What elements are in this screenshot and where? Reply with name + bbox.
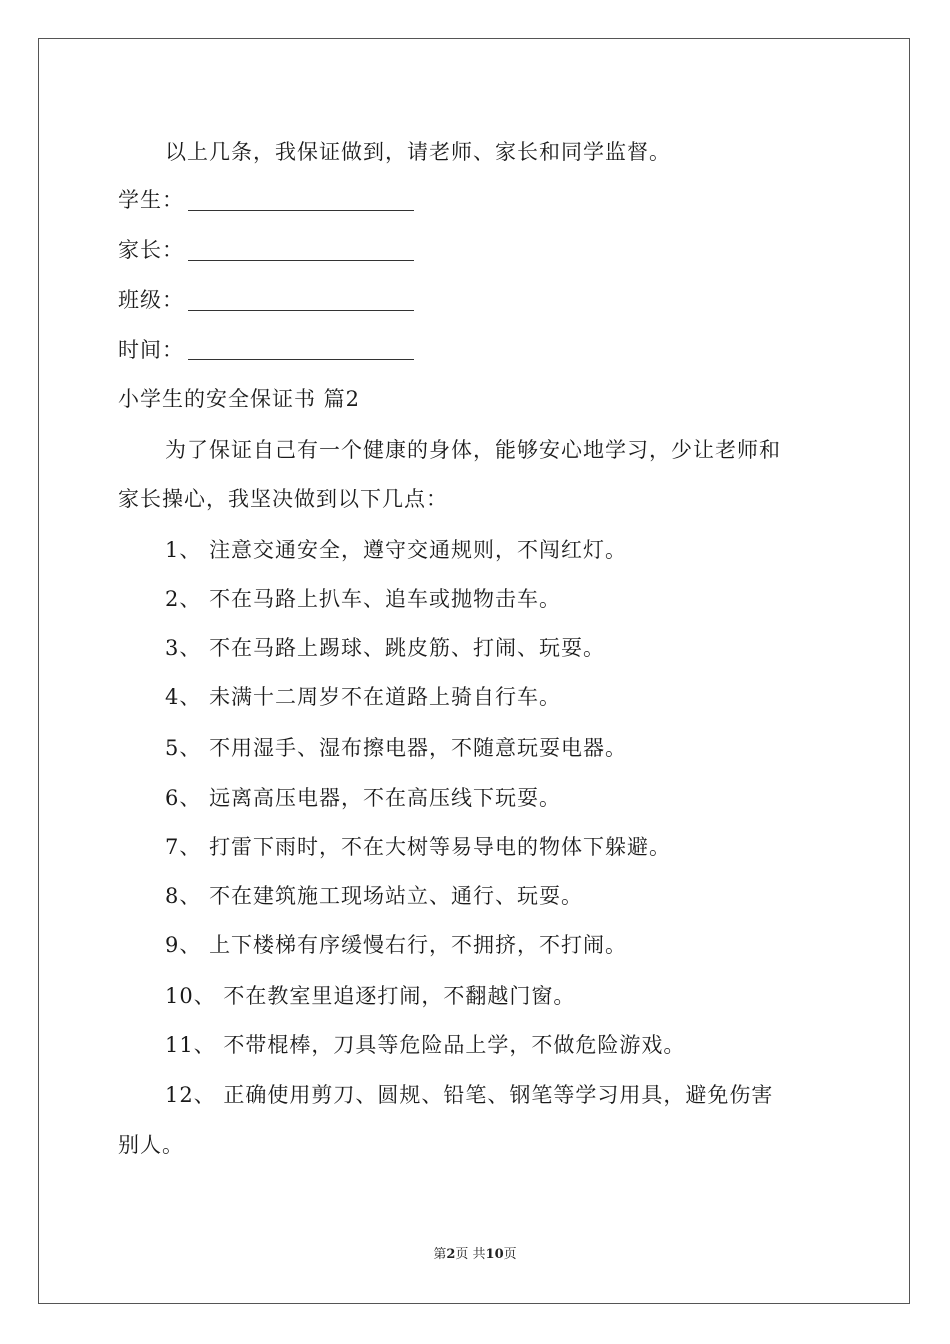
list-item — [165, 584, 561, 614]
item-text: 不在马路上踢球、跳皮筋、打闹、玩耍。 — [209, 636, 606, 660]
footer-mid: 页 共 — [455, 1247, 486, 1262]
paragraph-line-2: 家长操心，我坚决做到以下几点： — [118, 487, 448, 511]
item-text: 不在建筑施工现场站立、通行、玩耍。 — [209, 884, 584, 908]
list-item — [165, 981, 575, 1011]
footer-suffix: 页 — [503, 1247, 517, 1262]
list-item-continuation: 别人。 — [118, 1133, 184, 1157]
item-number: 6、 — [165, 786, 202, 810]
item-text: 打雷下雨时，不在大树等易导电的物体下躲避。 — [209, 835, 672, 859]
signature-label-time: 时间： — [118, 338, 184, 362]
item-number: 12、 — [165, 1083, 216, 1107]
item-number: 7、 — [165, 835, 202, 859]
list-item — [165, 633, 605, 663]
item-number: 4、 — [165, 685, 202, 709]
page-footer — [0, 1247, 950, 1263]
signature-line-parent — [188, 260, 414, 261]
item-number: 9、 — [165, 933, 202, 957]
list-item — [165, 881, 583, 911]
list-item — [165, 535, 627, 565]
list-item — [165, 930, 627, 960]
item-text: 远离高压电器，不在高压线下玩耍。 — [209, 786, 562, 810]
signature-line-student — [188, 210, 414, 211]
item-text: 不在马路上扒车、追车或抛物击车。 — [209, 587, 562, 611]
footer-prefix: 第 — [433, 1247, 447, 1262]
list-item — [165, 682, 561, 712]
item-number: 11、 — [165, 1033, 216, 1057]
item-text: 不在教室里追逐打闹，不翻越门窗。 — [223, 984, 576, 1008]
signature-label-student: 学生： — [118, 188, 184, 212]
item-text: 不带棍棒，刀具等危险品上学，不做危险游戏。 — [223, 1033, 686, 1057]
page-border — [38, 38, 910, 1304]
item-number: 5、 — [165, 736, 202, 760]
section-title: 小学生的安全保证书 篇2 — [118, 387, 361, 411]
intro-line: 以上几条，我保证做到，请老师、家长和同学监督。 — [165, 140, 671, 164]
item-text: 上下楼梯有序缓慢右行，不拥挤，不打闹。 — [209, 933, 628, 957]
paragraph-line-1: 为了保证自己有一个健康的身体，能够安心地学习，少让老师和 — [165, 438, 781, 462]
item-text: 正确使用剪刀、圆规、铅笔、钢笔等学习用具，避免伤害 — [223, 1083, 774, 1107]
footer-total-pages: 10 — [485, 1247, 504, 1262]
list-item — [165, 733, 627, 763]
item-text: 未满十二周岁不在道路上骑自行车。 — [209, 685, 562, 709]
item-number: 3、 — [165, 636, 202, 660]
signature-label-parent: 家长： — [118, 238, 184, 262]
item-number: 8、 — [165, 884, 202, 908]
list-item — [165, 1080, 773, 1110]
item-number: 1、 — [165, 538, 202, 562]
item-text: 不用湿手、湿布擦电器，不随意玩耍电器。 — [209, 736, 628, 760]
list-item — [165, 1030, 685, 1060]
signature-line-class — [188, 310, 414, 311]
signature-line-time — [188, 359, 414, 360]
item-number: 10、 — [165, 984, 216, 1008]
list-item — [165, 783, 561, 813]
item-text: 注意交通安全，遵守交通规则，不闯红灯。 — [209, 538, 628, 562]
footer-page-number: 2 — [446, 1247, 456, 1262]
signature-label-class: 班级： — [118, 288, 184, 312]
item-number: 2、 — [165, 587, 202, 611]
list-item — [165, 832, 671, 862]
